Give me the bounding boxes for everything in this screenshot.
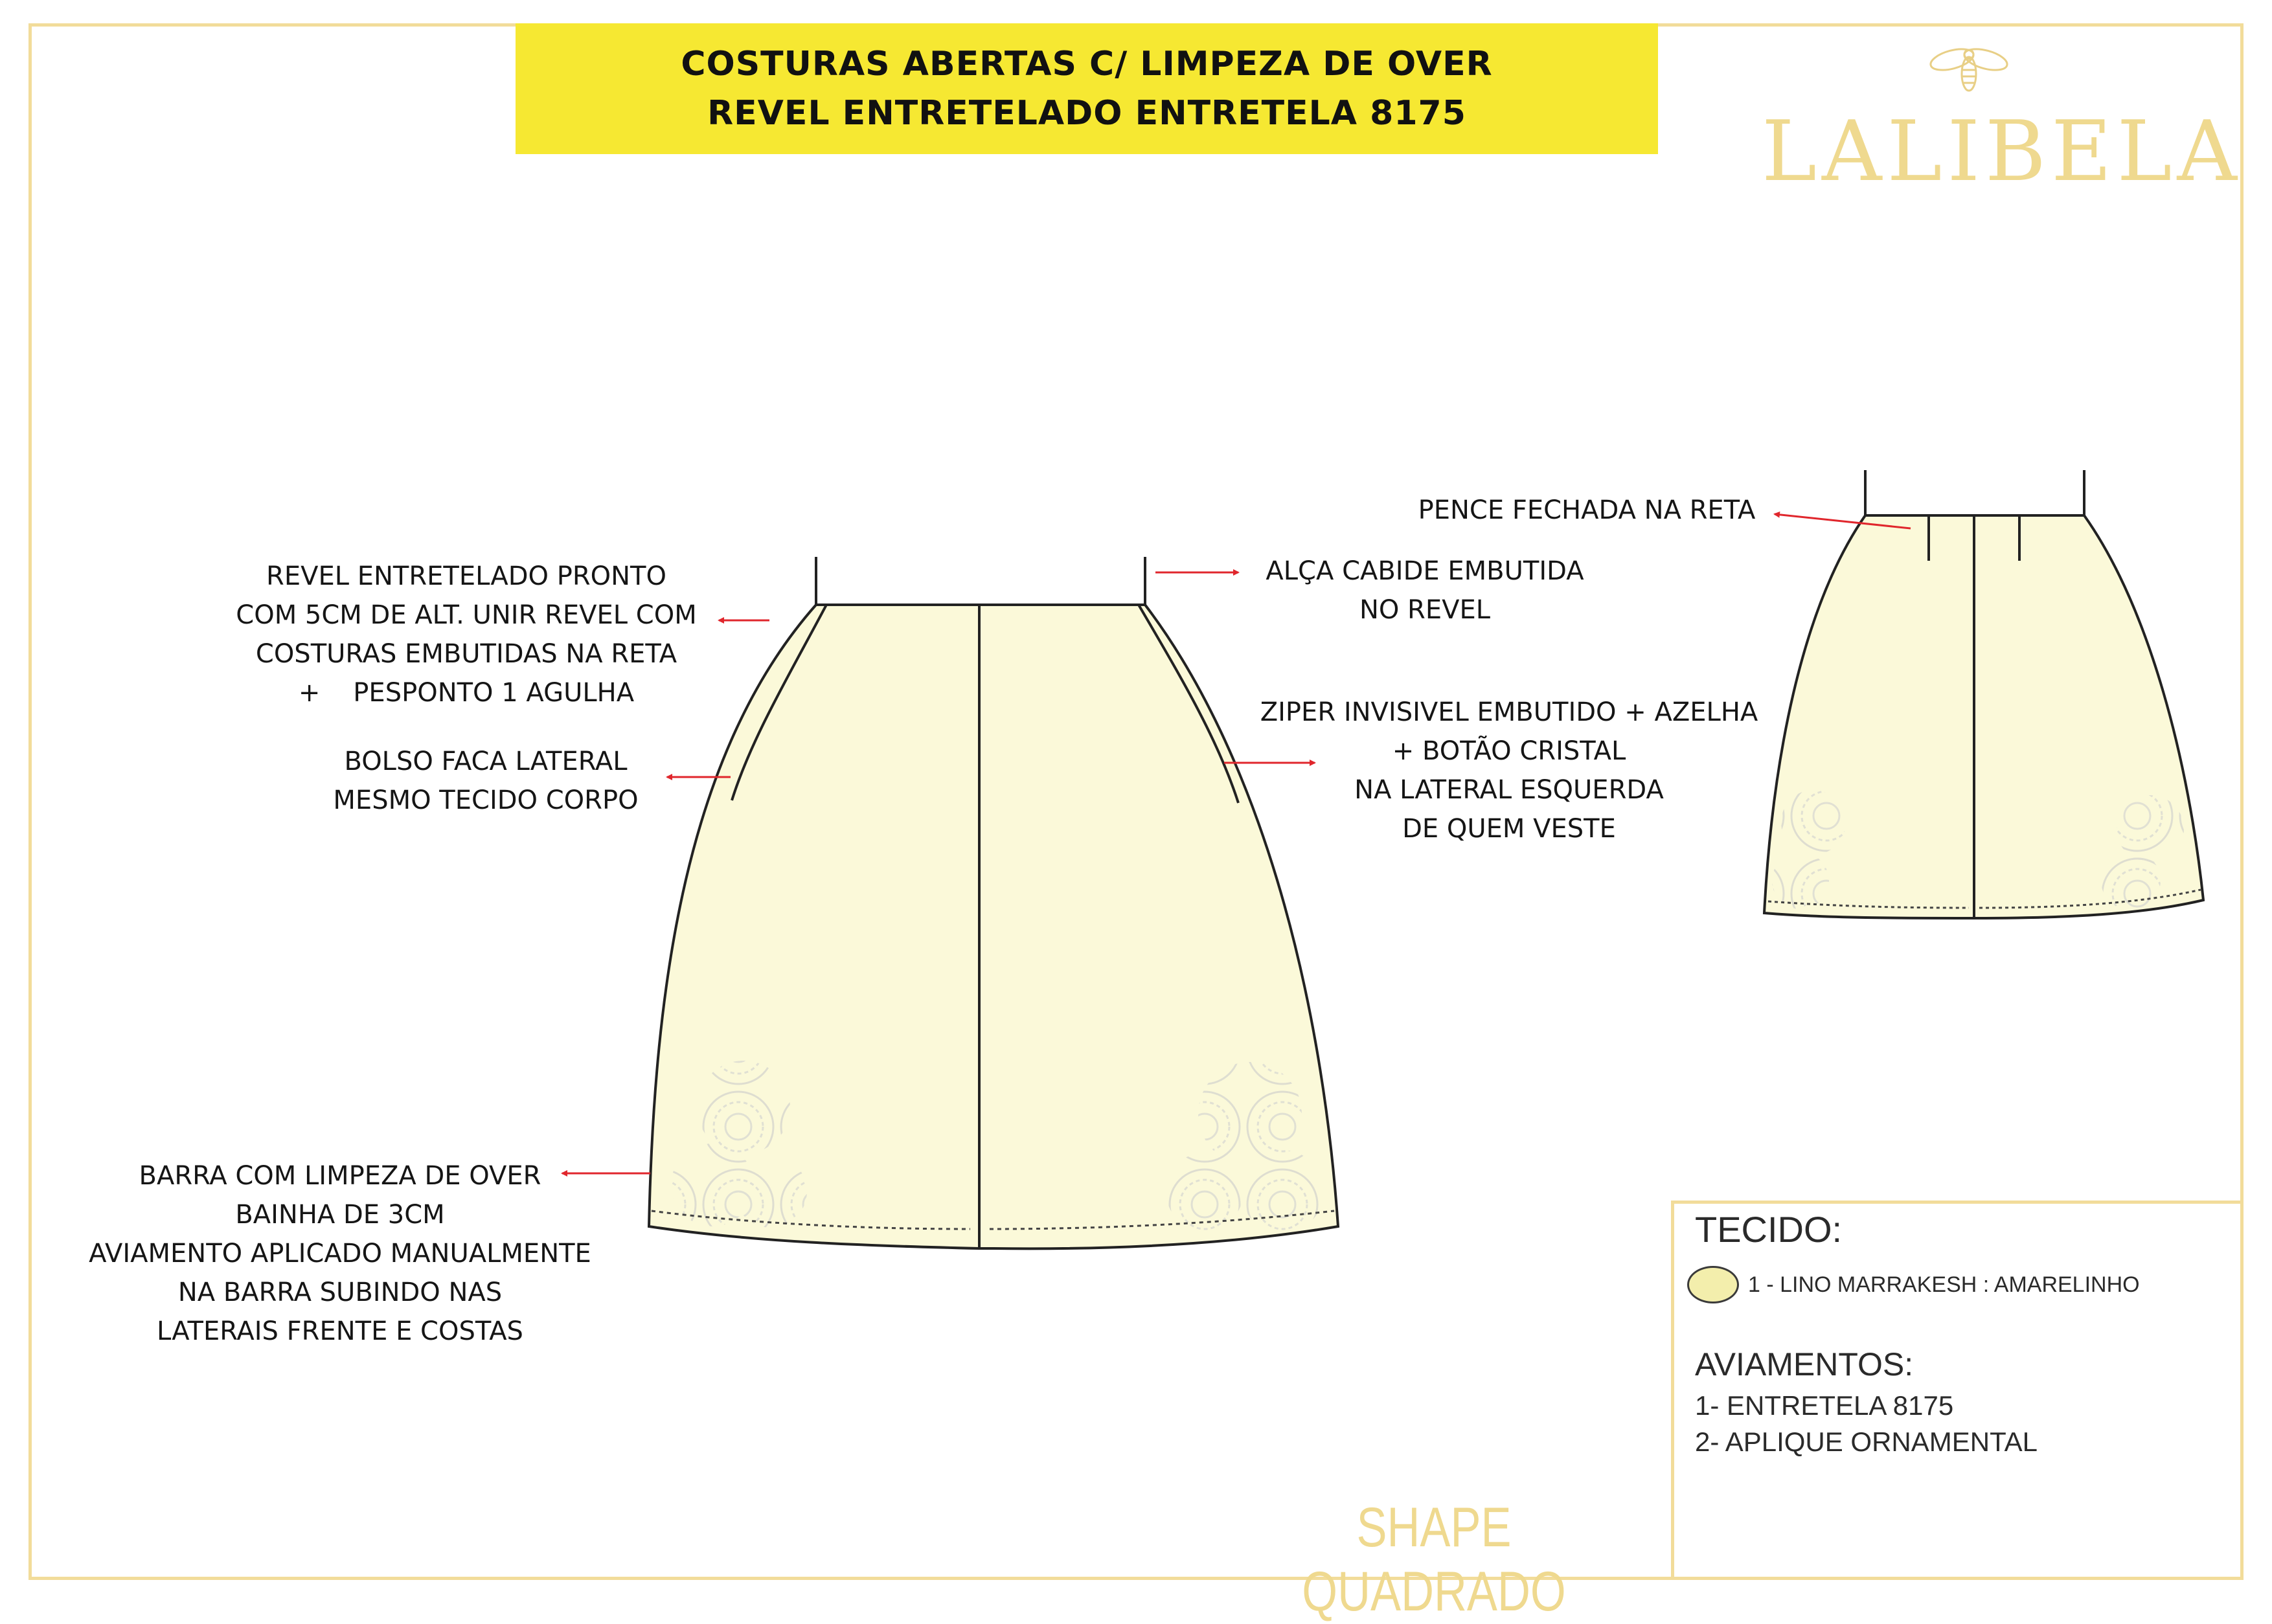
back-right-leg xyxy=(1974,515,2203,918)
note-alca-line-2: NO REVEL xyxy=(1359,595,1491,625)
title-line-2: REVEL ENTRETELADO ENTRETELA 8175 xyxy=(707,94,1466,133)
note-ziper-line-1: ZIPER INVISIVEL EMBUTIDO + AZELHA xyxy=(1260,697,1758,727)
shape-label: SHAPE QUADRADO xyxy=(1302,1496,1566,1623)
note-ziper-line-2: + BOTÃO CRISTAL xyxy=(1392,736,1626,766)
note-bolso xyxy=(285,742,687,820)
note-ziper-line-3: NA LATERAL ESQUERDA xyxy=(1354,775,1664,805)
brand-logo: LALIBELA xyxy=(1762,104,2242,200)
note-revel-line-4: + PESPONTO 1 AGULHA xyxy=(298,678,635,708)
materials-panel xyxy=(1671,1201,2244,1580)
trims-heading: AVIAMENTOS: xyxy=(1695,1346,1914,1382)
note-revel xyxy=(214,557,719,712)
trim-item-2: 2- APLIQUE ORNAMENTAL xyxy=(1695,1427,2038,1457)
note-alca-line-1: ALÇA CABIDE EMBUTIDA xyxy=(1266,556,1584,586)
fabric-item: 1 - LINO MARRAKESH : AMARELINHO xyxy=(1748,1272,2140,1297)
note-ziper xyxy=(1244,693,1775,848)
note-barra-line-5: LATERAIS FRENTE E COSTAS xyxy=(157,1316,523,1346)
fabric-row xyxy=(1687,1266,2140,1303)
note-pence xyxy=(1399,491,1775,530)
note-alca xyxy=(1231,552,1619,629)
trim-item-1: 1- ENTRETELA 8175 xyxy=(1695,1390,1954,1421)
fabric-heading: TECIDO: xyxy=(1695,1209,1843,1250)
title-line-1: COSTURAS ABERTAS C/ LIMPEZA DE OVER xyxy=(681,45,1493,84)
note-revel-line-1: REVEL ENTRETELADO PRONTO xyxy=(266,561,666,591)
note-barra xyxy=(65,1156,615,1351)
note-barra-line-2: BAINHA DE 3CM xyxy=(235,1200,445,1230)
note-ziper-line-4: DE QUEM VESTE xyxy=(1402,814,1616,844)
fabric-swatch xyxy=(1687,1266,1739,1303)
note-barra-line-4: NA BARRA SUBINDO NAS xyxy=(177,1278,503,1307)
note-revel-line-3: COSTURAS EMBUTIDAS NA RETA xyxy=(255,639,677,669)
note-bolso-line-1: BOLSO FACA LATERAL xyxy=(344,747,628,776)
note-barra-line-1: BARRA COM LIMPEZA DE OVER xyxy=(139,1161,541,1191)
note-revel-line-2: COM 5CM DE ALT. UNIR REVEL COM xyxy=(236,600,697,630)
note-bolso-line-2: MESMO TECIDO CORPO xyxy=(333,785,639,815)
note-pence-line-1: PENCE FECHADA NA RETA xyxy=(1418,495,1756,525)
note-barra-line-3: AVIAMENTO APLICADO MANUALMENTE xyxy=(89,1239,591,1269)
